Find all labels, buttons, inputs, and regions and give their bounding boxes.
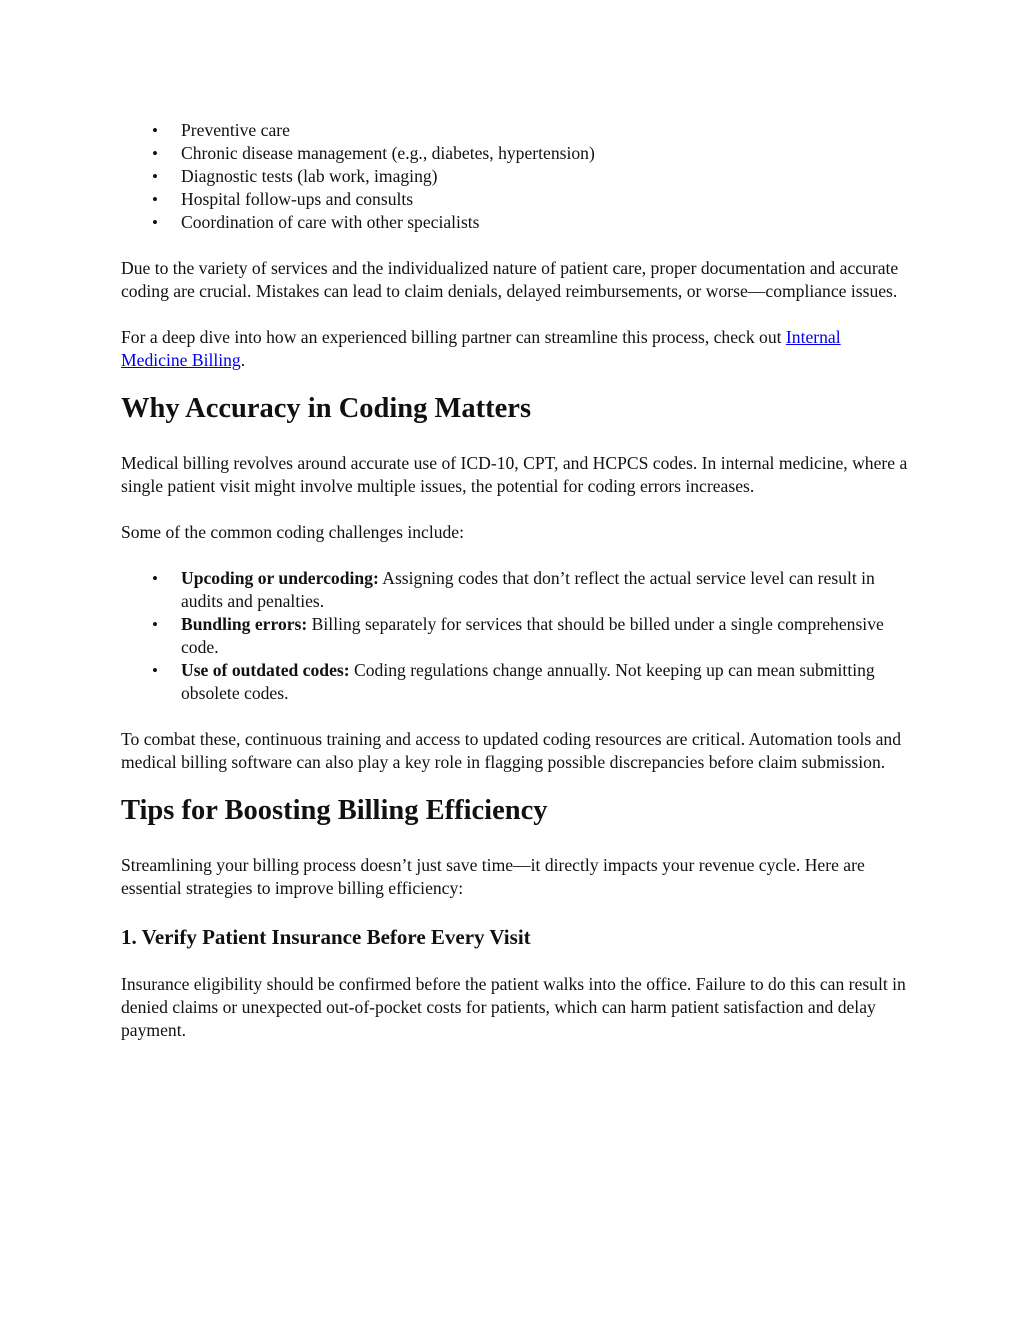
paragraph-insurance: Insurance eligibility should be confirmed before the patient walks into the office. Failure to do this can result in denied claims or unexpected out-of-pocket costs for patients, which can harm patient satisfaction and delay payment.	[121, 974, 906, 1040]
paragraph-challenges-intro: Some of the common coding challenges include:	[121, 522, 464, 542]
challenge-term: Use of outdated codes:	[181, 660, 350, 680]
challenge-text: Coding regulations change annually. Not keeping up can mean submitting obsolete codes.	[181, 660, 875, 703]
subheading-verify-insurance: 1. Verify Patient Insurance Before Every Visit	[121, 925, 531, 949]
paragraph-coding: Medical billing revolves around accurate use of ICD-10, CPT, and HCPCS codes. In internal medicine, where a single patient visit might involve multiple issues, the potential for coding errors increases.	[121, 453, 908, 496]
list-item	[121, 613, 911, 659]
list-item: • Chronic disease management (e.g., diabetes, hypertension)	[121, 142, 911, 165]
challenge-term: Bundling errors:	[181, 614, 308, 634]
heading-accuracy: Why Accuracy in Coding Matters	[121, 393, 532, 424]
paragraph-variety: Due to the variety of services and the individualized nature of patient care, proper documentation and accurate coding are crucial. Mistakes can lead to claim denials, delayed reimbursements, or worse—compliance issues.	[121, 258, 899, 301]
paragraph-deep-dive	[121, 326, 911, 372]
list-item: • Preventive care	[121, 119, 911, 142]
list-item: • Diagnostic tests (lab work, imaging)	[121, 165, 911, 188]
internal-medicine-billing-link[interactable]: Internal Medicine Billing	[121, 327, 841, 370]
heading-tips: Tips for Boosting Billing Efficiency	[121, 795, 548, 826]
list-item	[121, 567, 911, 613]
paragraph-combat: To combat these, continuous training and access to updated coding resources are critical. Automation tools and medical billing software can also play a key role in flagging possible discrepancies before claim submission.	[121, 729, 902, 772]
deep-dive-text: For a deep dive into how an experienced billing partner can streamline this process, check out	[121, 327, 786, 347]
list-item: • Coordination of care with other specialists	[121, 211, 911, 234]
deep-dive-period: .	[240, 350, 246, 370]
challenge-text: Billing separately for services that should be billed under a single comprehensive code.	[181, 614, 884, 657]
challenges-list	[121, 567, 911, 705]
list-item	[121, 659, 911, 705]
document-page	[121, 119, 911, 1042]
services-list	[121, 119, 911, 234]
challenge-term: Upcoding or undercoding:	[181, 568, 379, 588]
list-item: • Hospital follow-ups and consults	[121, 188, 911, 211]
challenge-text: Assigning codes that don’t reflect the actual service level can result in audits and penalties.	[181, 568, 875, 611]
paragraph-streamlining: Streamlining your billing process doesn’t just save time—it directly impacts your revenue cycle. Here are essential strategies to improve billing efficiency:	[121, 855, 865, 898]
